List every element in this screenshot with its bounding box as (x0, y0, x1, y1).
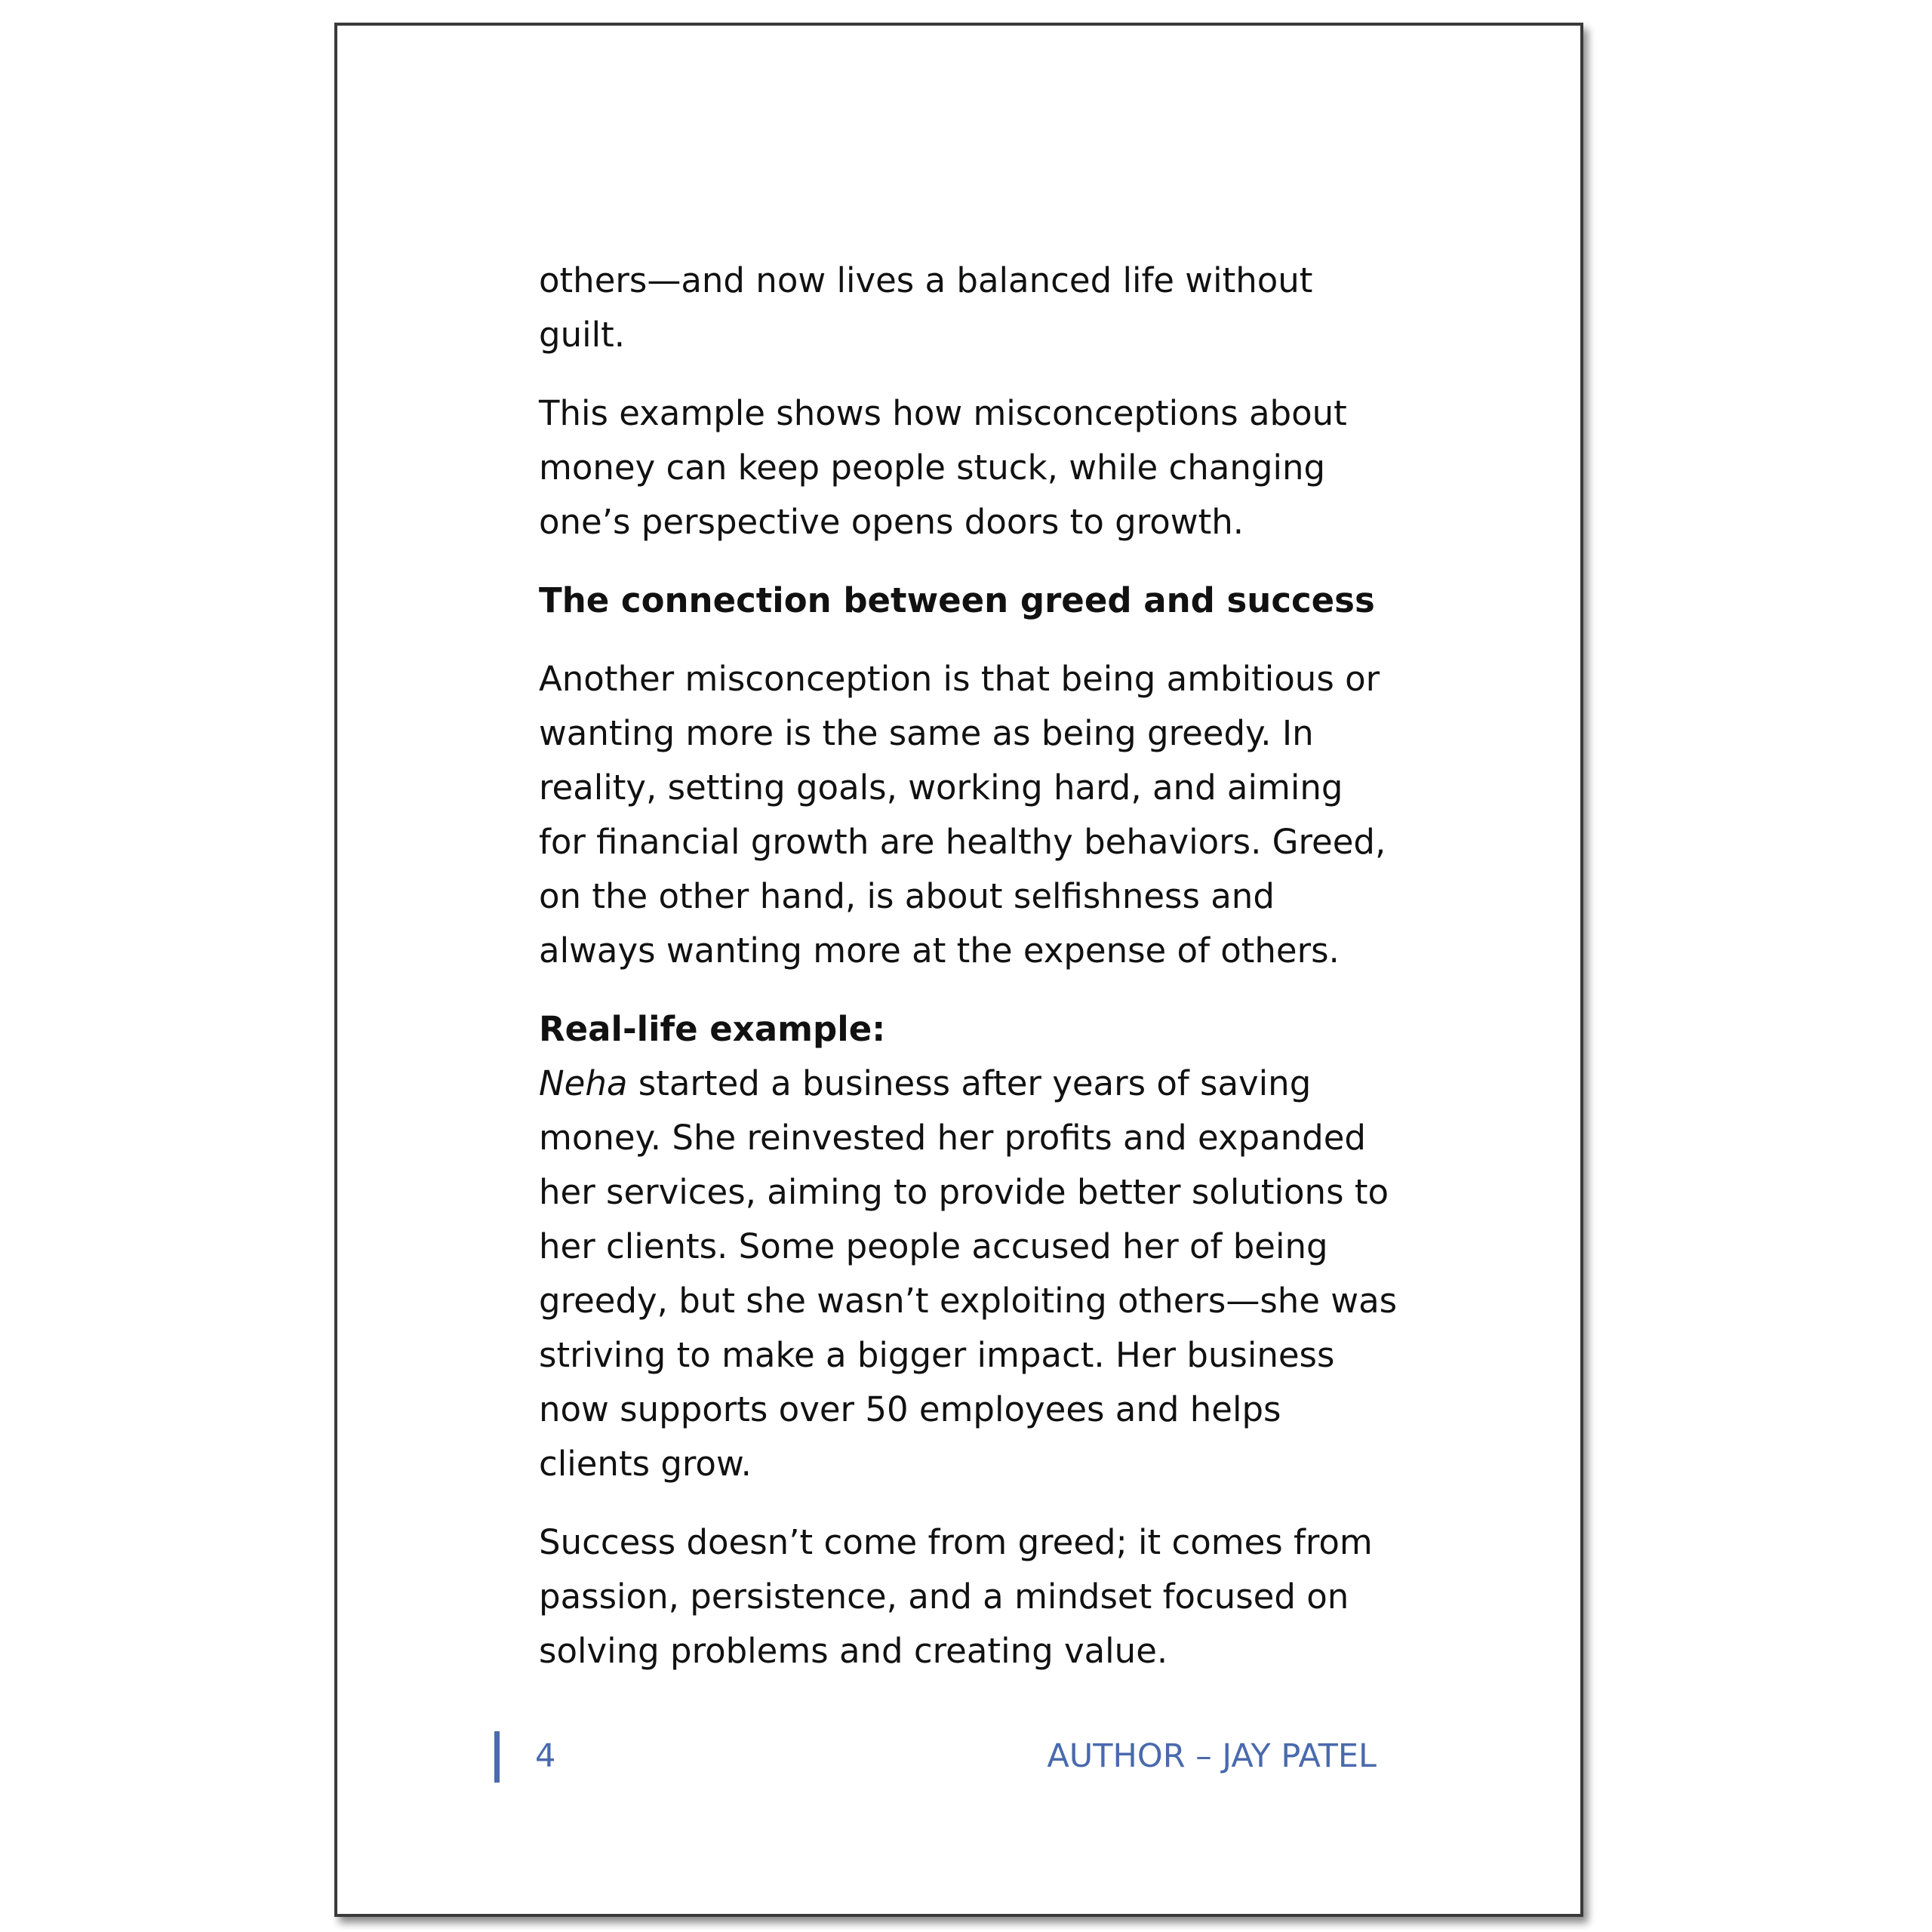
example-name: Neha (539, 1063, 628, 1103)
document-page (334, 23, 1583, 1917)
paragraph-ambition: Another misconception is that being ambitious or wanting more is the same as being greedy. In reality, setting goals, working hard, and aiming for financial growth are healthy behaviors. Greed, on the other hand, is about selfishness and always wanting more at the expense of others. (539, 659, 1386, 971)
example-text: started a business after years of saving money. She reinvested her profits and expanded her services, aiming to provide better solutions to her clients. Some people accused her of being greedy, but she wasn’t exploiting others—she was striving to make a bigger impact. Her business now supports over 50 employees and helps clients grow. (539, 1063, 1398, 1484)
footer-author: AUTHOR – JAY PATEL (1047, 1737, 1377, 1775)
footer-accent-bar (494, 1731, 500, 1783)
page-body (539, 254, 1399, 1703)
paragraph-example (539, 1002, 1399, 1491)
paragraph-continuation: others—and now lives a balanced life without guilt. (539, 260, 1313, 355)
section-heading: The connection between greed and success (539, 580, 1375, 620)
paragraph-success: Success doesn’t come from greed; it comes from passion, persistence, and a mindset focused on solving problems and creating value. (539, 1522, 1373, 1671)
paragraph-misconceptions: This example shows how misconceptions about money can keep people stuck, while changing one’s perspective opens doors to growth. (539, 393, 1347, 542)
example-label: Real-life example: (539, 1009, 886, 1049)
page-number: 4 (535, 1737, 556, 1775)
